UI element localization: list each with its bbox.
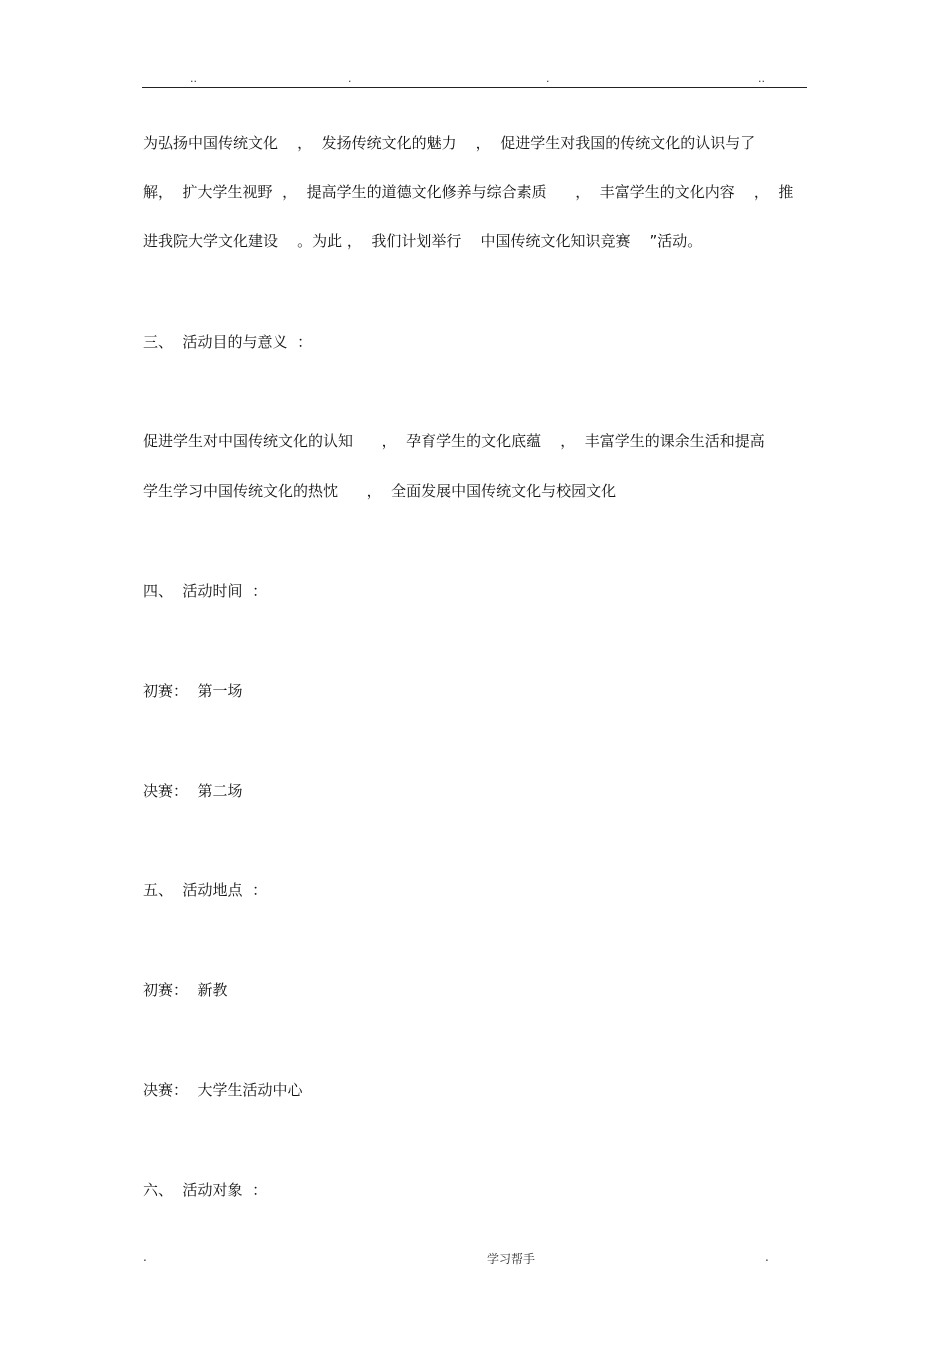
intro-line-2: 解， 扩大学生视野 ， 提高学生的道德文化修养与综合素质 ， 丰富学生的文化内容 ， 推 xyxy=(143,183,794,201)
time-final: 决赛： 第二场 xyxy=(143,782,243,800)
place-final: 决赛： 大学生活动中心 xyxy=(143,1081,303,1099)
section-3-line-2: 学生学习中国传统文化的热忱 ， 全面发展中国传统文化与校园文化 xyxy=(143,482,617,500)
footer-title: 学习帮手 xyxy=(487,1252,536,1266)
place-prelim: 初赛： 新教 xyxy=(143,981,228,999)
header-mark: .. xyxy=(758,72,765,85)
intro-line-3: 进我院大学文化建设 。为此 ， 我们计划举行 中国传统文化知识竞赛 ”活动。 xyxy=(143,232,703,250)
section-6-heading: 六、 活动对象 ： xyxy=(143,1181,268,1199)
header-mark: .. xyxy=(190,72,197,85)
header-mark: . xyxy=(546,72,550,85)
footer-right-mark: . xyxy=(765,1250,769,1264)
section-4-heading: 四、 活动时间 ： xyxy=(143,582,268,600)
header-mark: . xyxy=(348,72,352,85)
header-rule xyxy=(142,87,807,88)
footer-left-mark: . xyxy=(143,1250,147,1264)
section-3-heading: 三、 活动目的与意义 ： xyxy=(143,333,313,351)
intro-line-1: 为弘扬中国传统文化 ， 发扬传统文化的魅力 ， 促进学生对我国的传统文化的认识与了 xyxy=(143,134,756,152)
section-3-line-1: 促进学生对中国传统文化的认知 ， 孕育学生的文化底蕴 ， 丰富学生的课余生活和提高 xyxy=(143,432,765,450)
time-prelim: 初赛： 第一场 xyxy=(143,682,243,700)
section-5-heading: 五、 活动地点 ： xyxy=(143,881,268,899)
